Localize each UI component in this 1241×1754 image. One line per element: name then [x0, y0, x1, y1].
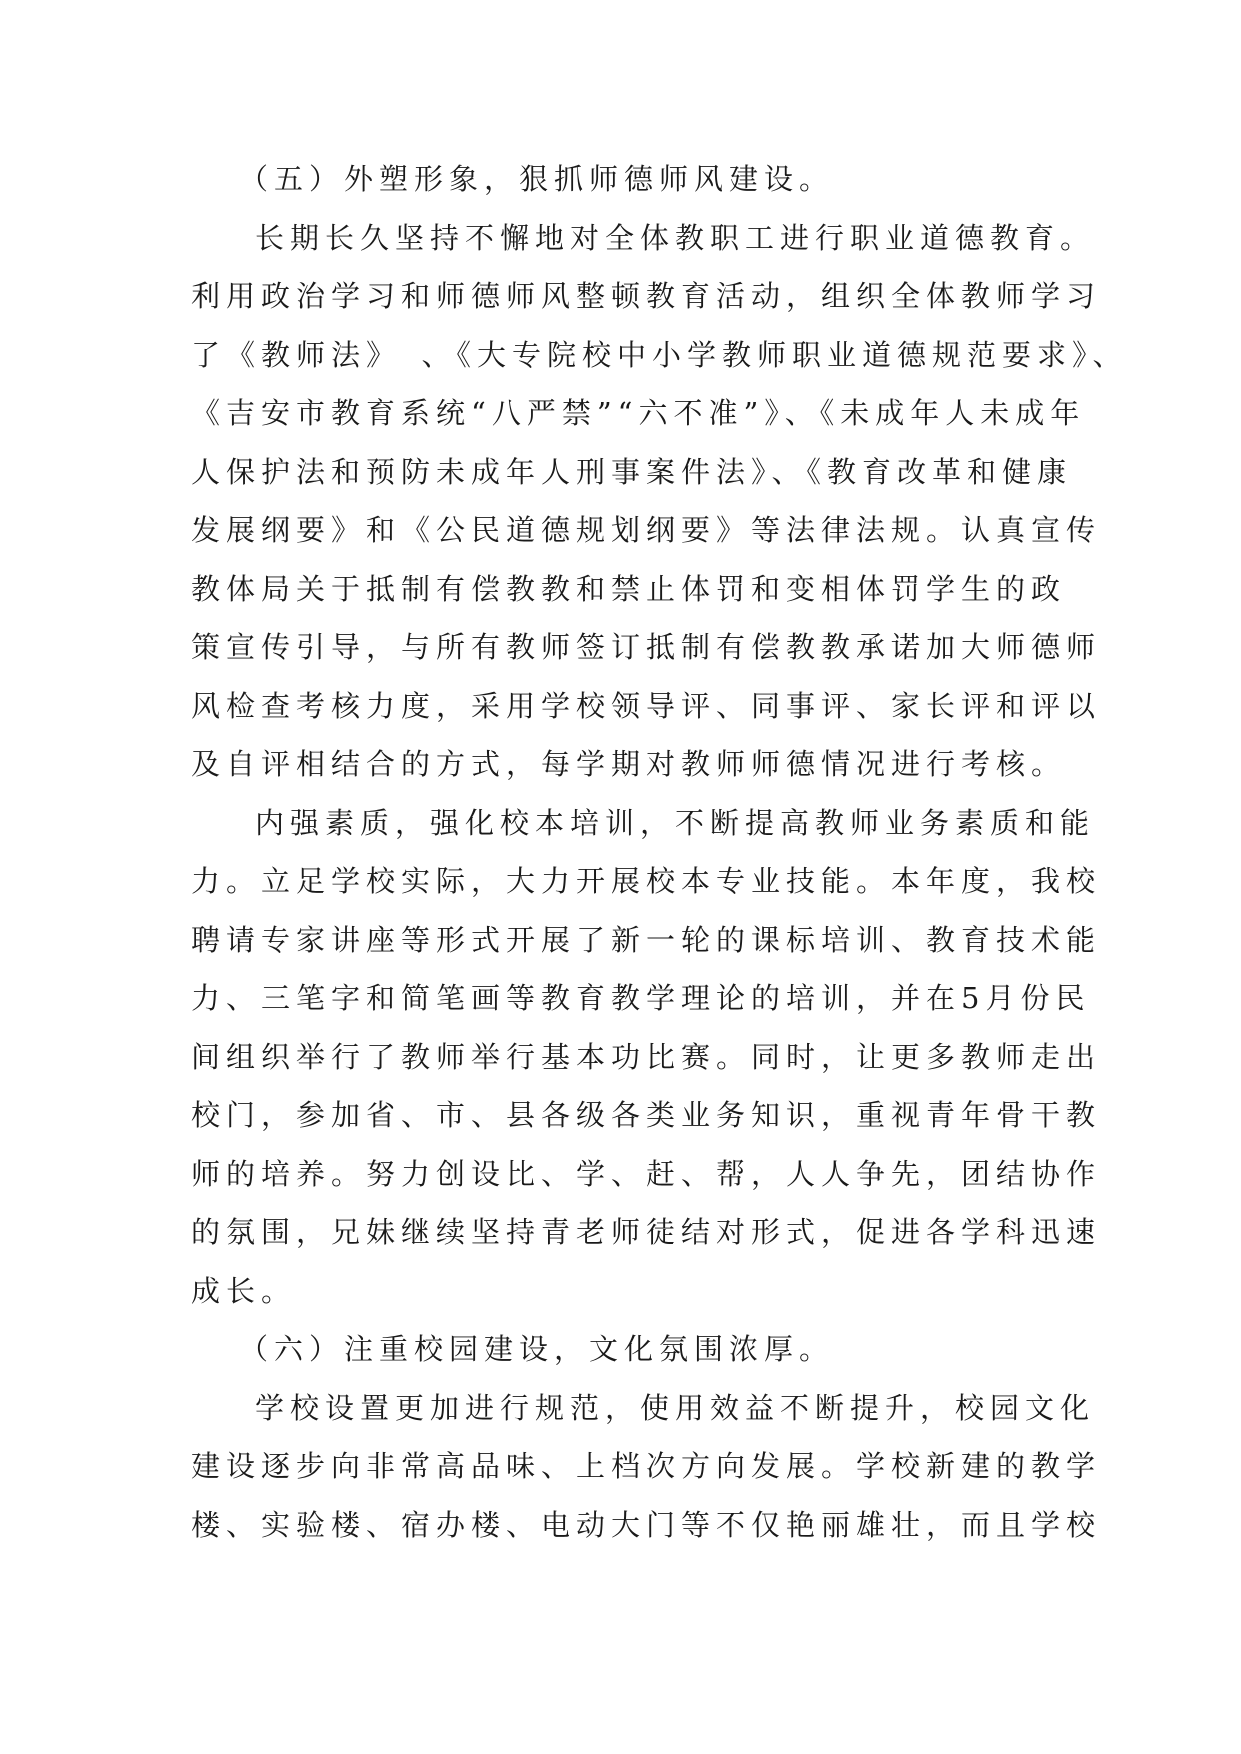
paragraph-line: 利用政治学习和师德师风整顿教育活动，组织全体教师学习	[191, 279, 1102, 313]
paragraph-line: 校门，参加省、市、县各级各类业务知识，重视青年骨干教	[191, 1098, 1102, 1132]
paragraph-line: 学校设置更加进行规范，使用效益不断提升，校园文化	[255, 1390, 1096, 1425]
paragraph-line: 间组织举行了教师举行基本功比赛。同时，让更多教师走出	[191, 1039, 1102, 1074]
paragraph-line: 师的培养。努力创设比、学、赶、帮，人人争先，团结协作	[191, 1156, 1102, 1191]
paragraph-line: 人保护法和预防未成年人刑事案件法》、《教育改革和健康	[191, 454, 1073, 489]
paragraph-line: 了《教师法》 、《大专院校中小学教师职业道德规范要求》、	[191, 337, 1128, 372]
paragraph-line: 成长。	[191, 1273, 297, 1308]
paragraph-line: 建设逐步向非常高品味、上档次方向发展。学校新建的教学	[191, 1449, 1102, 1483]
paragraph-line: 风检查考核力度，采用学校领导评、同事评、家长评和评以	[191, 688, 1102, 723]
document-body	[191, 150, 1128, 1554]
paragraph-line: 长期长久坚持不懈地对全体教职工进行职业道德教育。	[255, 220, 1096, 255]
paragraph-line: 《吉安市教育系统“八严禁”“六不准”》、《未成年人未成年	[191, 396, 1086, 430]
paragraph-line: 的氛围，兄妹继续坚持青老师徒结对形式，促进各学科迅速	[191, 1215, 1102, 1249]
paragraph-line: 力。立足学校实际，大力开展校本专业技能。本年度，我校	[191, 864, 1102, 898]
paragraph-line: 聘请专家讲座等形式开展了新一轮的课标培训、教育技术能	[191, 922, 1102, 957]
paragraph-line: 内强素质，强化校本培训，不断提高教师业务素质和能	[255, 805, 1096, 840]
paragraph-line: 及自评相结合的方式，每学期对教师师德情况进行考核。	[191, 747, 1067, 781]
paragraph-line: 楼、实验楼、宿办楼、电动大门等不仅艳丽雄壮，而且学校	[191, 1507, 1102, 1542]
section-heading-five: （五）外塑形象，狠抓师德师风建设。	[239, 162, 835, 196]
paragraph-line: 发展纲要》和《公民道德规划纲要》等法律法规。认真宣传	[191, 513, 1102, 547]
section-heading-six: （六）注重校园建设，文化氛围浓厚。	[239, 1332, 835, 1366]
paragraph-line: 策宣传引导，与所有教师签订抵制有偿教教承诺加大师德师	[191, 630, 1102, 664]
paragraph-line: 力、三笔字和简笔画等教育教学理论的培训，并在5月份民	[191, 981, 1091, 1015]
paragraph-line: 教体局关于抵制有偿教教和禁止体罚和变相体罚学生的政	[191, 571, 1067, 606]
